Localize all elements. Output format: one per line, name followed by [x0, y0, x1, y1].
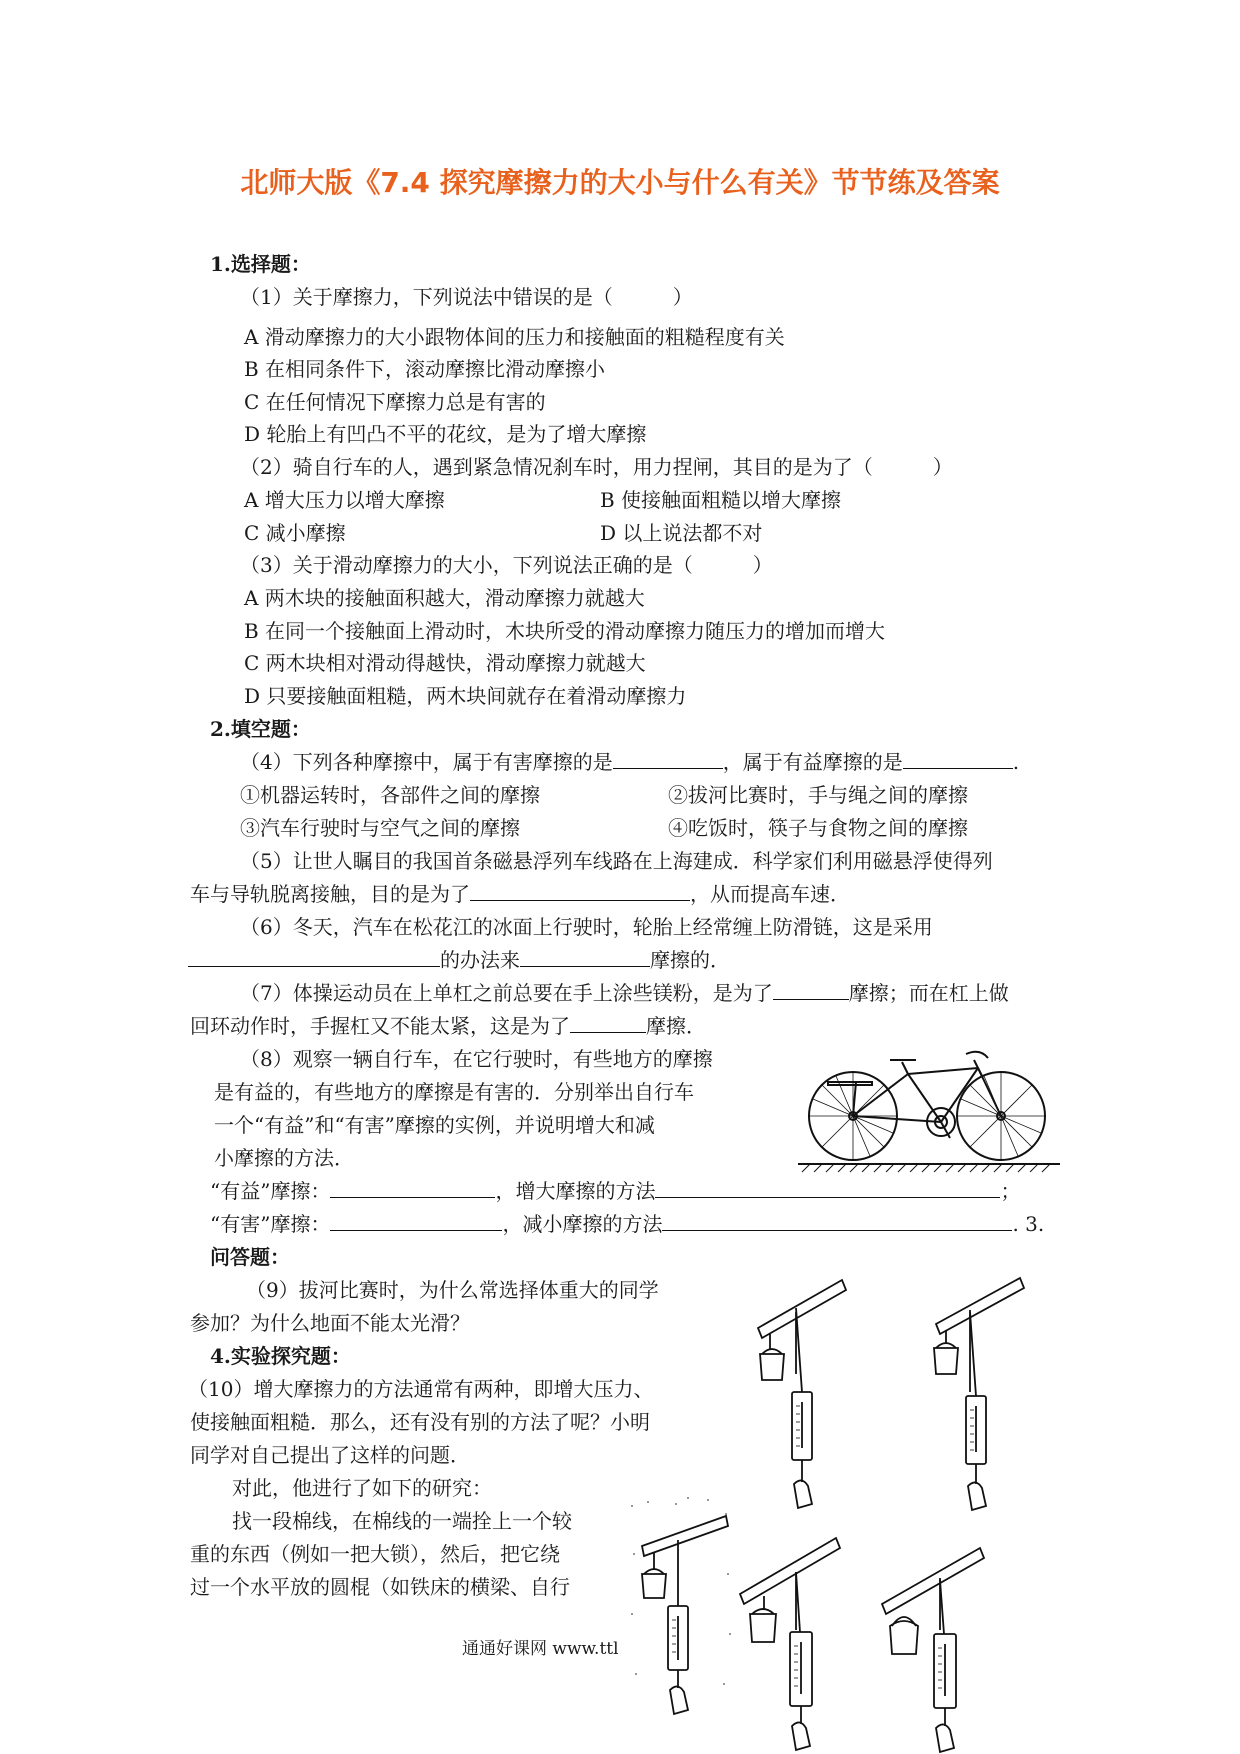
- q6-line-2: [188, 948, 730, 972]
- q7-text-3: 回环动作时，手握杠又不能太紧，这是为了: [190, 1014, 570, 1038]
- q7-text-1: （7）体操运动员在上单杠之前总要在手上涂些镁粉，是为了: [240, 981, 773, 1005]
- q5-blank[interactable]: [470, 882, 690, 901]
- document-title: 北师大版《7.4 探究摩擦力的大小与什么有关》节节练及答案: [240, 166, 1000, 199]
- experiment-figure-4: [736, 1530, 856, 1754]
- section-heading-choice: 1.选择题：: [210, 252, 311, 276]
- q6-blank-method[interactable]: [188, 948, 440, 967]
- q10-line-7: 过一个水平放的圆棍（如铁床的横梁、自行: [190, 1575, 570, 1599]
- q3-option-b: B 在同一个接触面上滑动时，木块所受的滑动摩擦力随压力的增加而增大: [244, 619, 886, 643]
- q10-line-5: 找一段棉线，在棉线的一端拴上一个较: [232, 1509, 572, 1533]
- q7-text-2: 摩擦；而在杠上做: [848, 981, 1009, 1005]
- q7-line-1: [240, 981, 1009, 1005]
- q4-blank-beneficial[interactable]: [903, 750, 1013, 769]
- q1-option-a: A 滑动摩擦力的大小跟物体间的压力和接触面的粗糙程度有关: [244, 325, 785, 349]
- section-heading-experiment: 4.实验探究题：: [210, 1344, 351, 1368]
- q8-harmful-line: [210, 1212, 1044, 1236]
- q4-text-1: （4）下列各种摩擦中，属于有害摩擦的是: [240, 750, 613, 774]
- q10-line-1: （10）增大摩擦力的方法通常有两种，即增大压力、: [188, 1377, 654, 1401]
- q1-option-b: B 在相同条件下，滚动摩擦比滑动摩擦小: [244, 357, 606, 381]
- q7-line-2: [190, 1014, 706, 1038]
- q2-stem: （2）骑自行车的人，遇到紧急情况刹车时，用力捏闸，其目的是为了（ ）: [240, 455, 953, 479]
- q8-text-decrease: ，减小摩擦的方法: [502, 1212, 663, 1236]
- q4-item-2: ②拔河比赛时，手与绳之间的摩擦: [668, 783, 968, 807]
- q5-line-2: [190, 882, 850, 906]
- q3-stem: （3）关于滑动摩擦力的大小，下列说法正确的是（ ）: [240, 553, 773, 577]
- q3-option-a: A 两木块的接触面积越大，滑动摩擦力就越大: [244, 586, 645, 610]
- experiment-figure-2: [930, 1272, 1030, 1522]
- q8-line-4: 小摩擦的方法．: [214, 1146, 354, 1170]
- q4-item-4: ④吃饭时，筷子与食物之间的摩擦: [668, 816, 968, 840]
- q8-line-3: 一个“有益”和“有害”摩擦的实例，并说明增大和减: [214, 1113, 655, 1137]
- q4-text-2: ，属于有益摩擦的是: [722, 750, 903, 774]
- q7-blank-1[interactable]: [773, 981, 849, 1000]
- q3-option-c: C 两木块相对滑动得越快，滑动摩擦力就越大: [244, 651, 646, 675]
- q8-text-semicolon: ；: [1000, 1179, 1021, 1203]
- q6-blank-effect[interactable]: [520, 948, 650, 967]
- q8-blank-decrease-method[interactable]: [662, 1212, 1012, 1231]
- q1-stem: （1）关于摩擦力，下列说法中错误的是（ ）: [240, 285, 693, 309]
- q9-line-2: 参加？为什么地面不能太光滑？: [190, 1311, 470, 1335]
- q10-line-2: 使接触面粗糙．那么，还有没有别的方法了呢？小明: [190, 1410, 650, 1434]
- q5-line-1: （5）让世人瞩目的我国首条磁悬浮列车线路在上海建成．科学家们利用磁悬浮使得列: [240, 849, 993, 873]
- q10-line-4: 对此，他进行了如下的研究：: [232, 1476, 492, 1500]
- q2-option-c: C 减小摩擦: [244, 521, 346, 545]
- q2-option-d: D 以上说法都不对: [600, 521, 763, 545]
- q1-option-d: D 轮胎上有凹凸不平的花纹，是为了增大摩擦: [244, 422, 647, 446]
- q2-option-a: A 增大压力以增大摩擦: [244, 488, 445, 512]
- q8-blank-increase-method[interactable]: [655, 1179, 1000, 1198]
- q8-text-end: . 3.: [1012, 1212, 1045, 1236]
- q3-option-d: D 只要接触面粗糙，两木块间就存在着滑动摩擦力: [244, 684, 687, 708]
- q8-text-beneficial: “有益”摩擦：: [210, 1179, 331, 1203]
- section-heading-qa: 问答题：: [210, 1245, 290, 1269]
- q10-line-3: 同学对自己提出了这样的问题．: [190, 1443, 470, 1467]
- q6-line-1: （6）冬天，汽车在松花江的冰面上行驶时，轮胎上经常缠上防滑链，这是采用: [240, 915, 933, 939]
- q7-blank-2[interactable]: [570, 1014, 646, 1033]
- q4-item-1: ①机器运转时，各部件之间的摩擦: [240, 783, 540, 807]
- q8-line-1: （8）观察一辆自行车，在它行驶时，有些地方的摩擦: [240, 1047, 713, 1071]
- q8-text-increase: ，增大摩擦的方法: [495, 1179, 656, 1203]
- q4-item-3: ③汽车行驶时与空气之间的摩擦: [240, 816, 520, 840]
- experiment-figure-1: [750, 1272, 850, 1522]
- q8-line-2: 是有益的，有些地方的摩擦是有害的．分别举出自行车: [214, 1080, 694, 1104]
- q5-text-1: 车与导轨脱离接触，目的是为了: [190, 882, 470, 906]
- q8-text-harmful: “有害”摩擦：: [210, 1212, 331, 1236]
- q1-option-c: C 在任何情况下摩擦力总是有害的: [244, 390, 546, 414]
- q4-blank-harmful[interactable]: [613, 750, 723, 769]
- experiment-figure-3: [628, 1494, 738, 1724]
- experiment-figure-5: [880, 1530, 1000, 1754]
- page-footer: 通通好课网 www.ttl: [462, 1639, 619, 1659]
- section-heading-fill: 2.填空题：: [210, 717, 311, 741]
- q9-line-1: （9）拔河比赛时，为什么常选择体重大的同学: [246, 1278, 659, 1302]
- q4-stem: [240, 750, 1019, 774]
- q8-blank-beneficial-example[interactable]: [330, 1179, 495, 1198]
- q5-text-2: ，从而提高车速．: [690, 882, 850, 906]
- q2-option-b: B 使接触面粗糙以增大摩擦: [600, 488, 842, 512]
- q10-line-6: 重的东西（例如一把大锁），然后，把它绕: [190, 1542, 560, 1566]
- q8-blank-harmful-example[interactable]: [330, 1212, 502, 1231]
- q7-text-4: 摩擦．: [646, 1014, 706, 1038]
- q6-text-2: 摩擦的．: [650, 948, 730, 972]
- bicycle-figure: [798, 1040, 1060, 1178]
- q6-text-1: 的办法来: [440, 948, 520, 972]
- q4-text-3: .: [1012, 750, 1020, 774]
- q8-beneficial-line: [210, 1179, 1020, 1203]
